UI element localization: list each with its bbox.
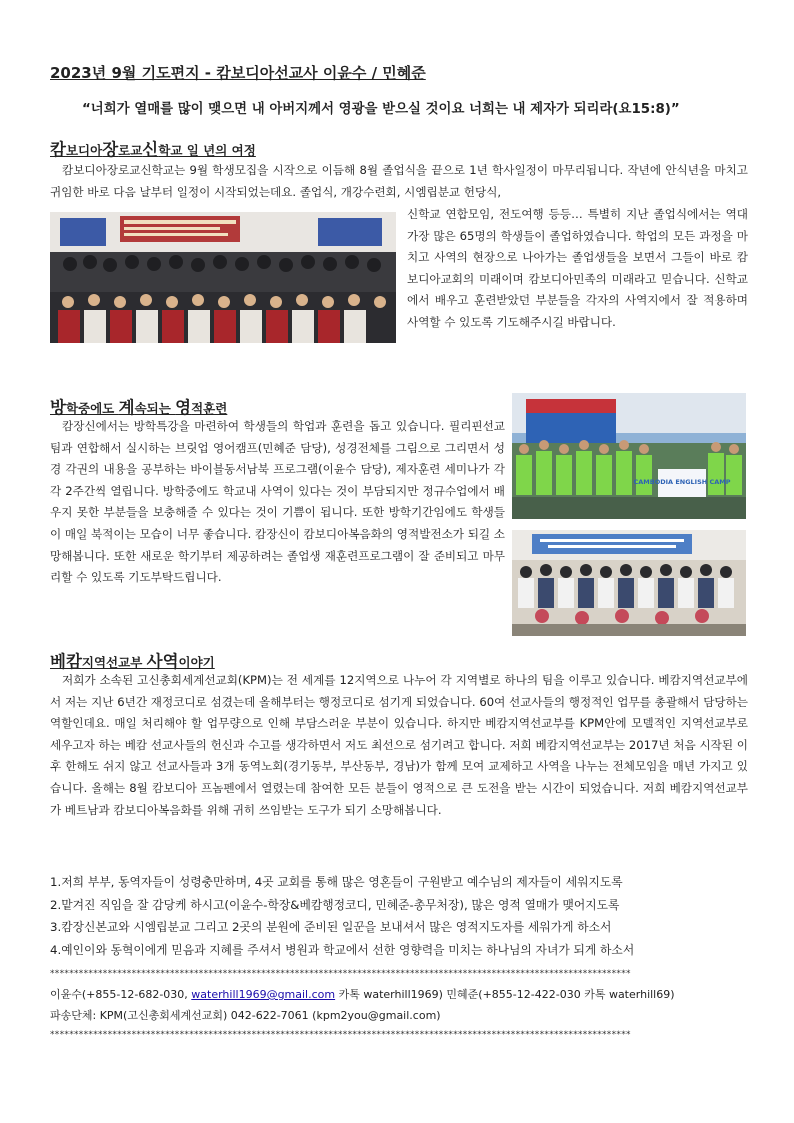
- heading-part: 계: [118, 398, 135, 417]
- english-camp-photo: [512, 393, 746, 519]
- prayer-item: 4.예인이와 동혁이에게 믿음과 지혜를 주셔서 병원과 학교에서 선한 영향력을 미치는 하나님의 자녀가 되게 하소서: [50, 942, 635, 957]
- prayer-item: 3.캄장신본교와 시엠립분교 그리고 2곳의 분원에 준비된 일꾼을 보내셔서 많은 영적지도자를 세워가게 하소서: [50, 920, 612, 934]
- heading-part: 로교: [118, 143, 143, 158]
- heading-part: 보디아: [65, 143, 103, 158]
- separator-top: *************************************************************************************************************************: [50, 969, 631, 979]
- heading-part: 지역선교부: [81, 655, 147, 670]
- heading-part: 학교 일 년의 여정: [158, 143, 256, 158]
- contact-suffix: 카톡 waterhill1969) 민혜준(+855-12-422-030 카톡 waterhill69): [335, 988, 675, 1001]
- prayer-item: 2.맡겨진 직임을 잘 감당케 하시고(이윤수-학장&베캄행정코디, 민혜준-총무처장), 많은 영적 열매가 맺어지도록: [50, 897, 620, 912]
- heading-part: 장: [102, 140, 119, 159]
- section2-paragraph: 캄장신에서는 방학특강을 마련하여 학생들의 학업과 훈련을 돕고 있습니다. 필리핀선교팀과 연합해서 실시하는 브릿업 영어캠프(민혜준 담당), 성경전체를 그림으로 그리면서 성경 각권의 내용을 공부하는 바이블동서남북 프로그램(이윤수 담당), 제자훈련 세미나가 각각 2주간씩 열립니다. 방학중에도 학교내 사역이 있다는 것이 부담되지만 정규수업에서 배우지 못한 부분들을 보충해줄 수 있다는 것이 기쁨이 됩니다. 또한 방학기간임에도 학생들이 매일 북적이는 모습이 너무 좋습니다. 캄장신이 캄보디아복음화의 영적발전소가 되길 소망해봅니다. 또한 새로운 학기부터 제공하려는 졸업생 재훈련프로그램이 잘 준비되고 마무리할 수 있도록 기도부탁드립니다.: [50, 419, 505, 585]
- heading-part: 속되는: [134, 401, 176, 416]
- page-title: 2023년 9월 기도편지 - 캄보디아선교사 이윤수 / 민혜준: [50, 64, 426, 82]
- prayer-list: [50, 871, 750, 961]
- email-link[interactable]: waterhill1969@gmail.com: [191, 988, 336, 1001]
- section2-heading: [50, 394, 227, 418]
- prayer-item: 1.저희 부부, 동역자들이 성령충만하며, 4곳 교회를 통해 많은 영혼들이 구원받고 예수님의 제자들이 세워지도록: [50, 875, 623, 889]
- heading-part: 영: [175, 398, 192, 417]
- heading-part: 적훈련: [191, 401, 228, 416]
- contact-prefix: 이윤수(+855-12-682-030,: [50, 988, 192, 1001]
- graduation-photo: [50, 212, 396, 343]
- bible-verse: “너희가 열매를 많이 맺으면 내 아버지께서 영광을 받으실 것이요 너희는 내 제자가 되리라(요15:8)”: [82, 102, 680, 117]
- section1-side-paragraph: 신학교 연합모임, 전도여행 등등… 특별히 지난 졸업식에서는 역대 가장 많은 65명의 학생들이 졸업하였습니다. 학업의 모든 과정을 마치고 사역의 현장으로 나아가는 졸업생들을 보면서 그들이 바로 캄보디아교회의 미래이며 캄보디아민족의 미래라고 믿습니다. 신학교에서 배우고 훈련받았던 부분들을 각자의 사역지에서 잘 적용하며 사역할 수 있도록 기도해주시길 바랍니다.: [407, 207, 748, 329]
- sender-line: 파송단체: KPM(고신총회세계선교회) 042-622-7061 (kpm2you@gmail.com): [50, 1009, 441, 1022]
- heading-part: 신: [142, 140, 159, 159]
- camp-banner-text: CAMBODIA ENGLISH CAMP: [633, 478, 731, 486]
- section1-paragraph: 캄보디아장로교신학교는 9월 학생모집을 시작으로 이듬해 8월 졸업식을 끝으로 1년 학사일정이 마무리됩니다. 작년에 안식년을 마치고 귀임한 바로 다음 날부터 일정이 시작되었는데요. 졸업식, 개강수련회, 시엠립분교 헌당식,: [50, 163, 748, 199]
- seminar-photo: [512, 530, 746, 636]
- heading-part: 베캄: [50, 652, 82, 671]
- heading-part: 사역: [146, 652, 179, 671]
- section1-heading: [50, 136, 256, 160]
- heading-part: 방: [50, 398, 66, 417]
- contact-line: [50, 986, 675, 1002]
- section3-heading: [50, 648, 215, 672]
- separator-bottom: *************************************************************************************************************************: [50, 1030, 631, 1040]
- heading-part: 캄: [50, 140, 66, 159]
- heading-part: 이야기: [178, 655, 215, 670]
- heading-part: 학중에도: [65, 401, 119, 416]
- section3-paragraph: 저희가 소속된 고신총회세계선교회(KPM)는 전 세계를 12지역으로 나누어 각 지역별로 하나의 팀을 이루고 있습니다. 베캄지역선교부에서 저는 지난 6년간 재정코디로 섬겼는데 올해부터는 행정코디로 섬기게 되었습니다. 60여 선교사들의 행정적인 업무를 총괄해서 담당하는 역할인데요. 매일 처리해야 할 업무량으로 인해 부담스러운 부분이 있습니다. 하지만 베캄지역선교부를 KPM안에 모델적인 지역선교부로 세우고자 하는 베캄 선교사들의 헌신과 수고를 생각하면서 저도 최선으로 섬기려고 합니다. 저희 베캄지역선교부는 2017년 처음 시작된 이후 한해도 쉬지 않고 선교사들과 3개 동역노회(경기동부, 부산동부, 경남)가 함께 모여 교제하고 사역을 나누는 전체모임을 매년 가지고 있습니다. 올해는 8월 캄보디아 프놈펜에서 열렸는데 참여한 모든 분들이 영적으로 큰 도전을 받는 시간이 되었습니다. 저희 베캄지역선교부가 베트남과 캄보디아복음화를 위해 귀히 쓰임받는 도구가 되기 소망해봅니다.: [50, 673, 748, 817]
